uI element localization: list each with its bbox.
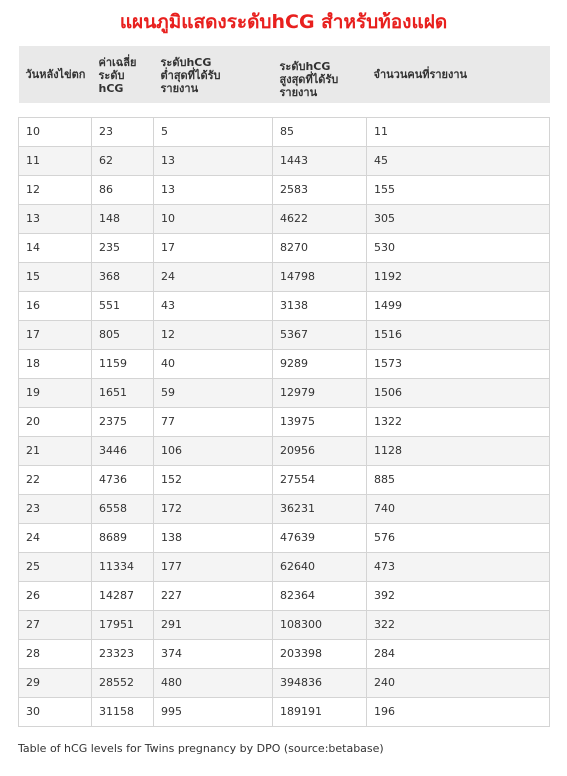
cell-lowest: 172 [154,494,273,523]
cell-dpo: 26 [19,581,92,610]
cell-dpo: 16 [19,291,92,320]
cell-reporters: 1322 [367,407,550,436]
cell-lowest: 13 [154,175,273,204]
cell-average: 14287 [92,581,154,610]
cell-average: 62 [92,146,154,175]
cell-highest: 85 [273,117,367,146]
table-row [19,697,550,726]
cell-reporters: 240 [367,668,550,697]
page-title: แผนภูมิแสดงระดับhCG สำหรับท้องแฝด [119,11,448,33]
cell-average: 1159 [92,349,154,378]
cell-highest: 203398 [273,639,367,668]
cell-lowest: 227 [154,581,273,610]
cell-highest: 394836 [273,668,367,697]
cell-lowest: 480 [154,668,273,697]
cell-highest: 27554 [273,465,367,494]
table-row [19,639,550,668]
cell-average: 86 [92,175,154,204]
cell-average: 805 [92,320,154,349]
cell-highest: 8270 [273,233,367,262]
cell-dpo: 23 [19,494,92,523]
cell-lowest: 17 [154,233,273,262]
cell-dpo: 13 [19,204,92,233]
table-row [19,436,550,465]
cell-reporters: 196 [367,697,550,726]
table-row [19,117,550,146]
cell-average: 235 [92,233,154,262]
cell-highest: 47639 [273,523,367,552]
column-header-reporters: จำนวนคนที่รายงาน [367,46,550,104]
table-row [19,320,550,349]
cell-lowest: 43 [154,291,273,320]
cell-reporters: 1192 [367,262,550,291]
cell-dpo: 22 [19,465,92,494]
cell-highest: 14798 [273,262,367,291]
cell-average: 148 [92,204,154,233]
cell-dpo: 30 [19,697,92,726]
cell-dpo: 24 [19,523,92,552]
cell-dpo: 18 [19,349,92,378]
cell-lowest: 59 [154,378,273,407]
cell-average: 551 [92,291,154,320]
table-row [19,378,550,407]
cell-reporters: 885 [367,465,550,494]
table-row [19,233,550,262]
cell-highest: 12979 [273,378,367,407]
cell-highest: 5367 [273,320,367,349]
column-header-lowest: ระดับhCG ต่ำสุดที่ได้รับ รายงาน [154,46,273,104]
table-row [19,175,550,204]
cell-dpo: 14 [19,233,92,262]
cell-lowest: 24 [154,262,273,291]
cell-lowest: 152 [154,465,273,494]
table-row [19,581,550,610]
cell-lowest: 77 [154,407,273,436]
table-header-row [19,46,550,104]
cell-reporters: 473 [367,552,550,581]
table-row [19,494,550,523]
table-row [19,668,550,697]
cell-dpo: 20 [19,407,92,436]
cell-lowest: 138 [154,523,273,552]
cell-reporters: 155 [367,175,550,204]
cell-reporters: 11 [367,117,550,146]
table-caption: Table of hCG levels for Twins pregnancy by DPO (source:betabase) [18,742,384,755]
cell-highest: 20956 [273,436,367,465]
cell-average: 31158 [92,697,154,726]
cell-lowest: 177 [154,552,273,581]
cell-average: 8689 [92,523,154,552]
cell-lowest: 10 [154,204,273,233]
cell-reporters: 1516 [367,320,550,349]
cell-average: 28552 [92,668,154,697]
cell-highest: 62640 [273,552,367,581]
cell-highest: 13975 [273,407,367,436]
cell-dpo: 28 [19,639,92,668]
cell-reporters: 1499 [367,291,550,320]
table-row [19,465,550,494]
cell-average: 23 [92,117,154,146]
cell-highest: 2583 [273,175,367,204]
cell-average: 368 [92,262,154,291]
cell-reporters: 284 [367,639,550,668]
cell-lowest: 40 [154,349,273,378]
cell-highest: 3138 [273,291,367,320]
cell-dpo: 17 [19,320,92,349]
cell-reporters: 45 [367,146,550,175]
cell-dpo: 21 [19,436,92,465]
cell-dpo: 10 [19,117,92,146]
table-row [19,552,550,581]
cell-lowest: 106 [154,436,273,465]
cell-highest: 82364 [273,581,367,610]
cell-average: 4736 [92,465,154,494]
cell-reporters: 392 [367,581,550,610]
cell-reporters: 1128 [367,436,550,465]
cell-highest: 1443 [273,146,367,175]
table-row [19,523,550,552]
cell-reporters: 530 [367,233,550,262]
cell-average: 11334 [92,552,154,581]
cell-dpo: 11 [19,146,92,175]
cell-lowest: 12 [154,320,273,349]
table-row [19,349,550,378]
table-spacer [19,104,550,117]
cell-average: 1651 [92,378,154,407]
cell-reporters: 305 [367,204,550,233]
cell-dpo: 29 [19,668,92,697]
hcg-table [18,46,550,727]
cell-lowest: 13 [154,146,273,175]
cell-lowest: 995 [154,697,273,726]
table-spacer-cell [19,104,550,117]
cell-dpo: 27 [19,610,92,639]
table-row [19,610,550,639]
table-row [19,146,550,175]
column-header-dpo: วันหลังไข่ตก [19,46,92,104]
cell-lowest: 374 [154,639,273,668]
table-row [19,407,550,436]
cell-average: 23323 [92,639,154,668]
table-row [19,262,550,291]
cell-average: 2375 [92,407,154,436]
column-header-average: ค่าเฉลี่ย ระดับ hCG [92,46,154,104]
cell-average: 17951 [92,610,154,639]
cell-highest: 4622 [273,204,367,233]
cell-highest: 108300 [273,610,367,639]
cell-highest: 9289 [273,349,367,378]
cell-dpo: 15 [19,262,92,291]
cell-reporters: 1573 [367,349,550,378]
cell-highest: 36231 [273,494,367,523]
cell-average: 6558 [92,494,154,523]
cell-average: 3446 [92,436,154,465]
cell-lowest: 5 [154,117,273,146]
table-row [19,204,550,233]
cell-dpo: 25 [19,552,92,581]
cell-highest: 189191 [273,697,367,726]
cell-reporters: 740 [367,494,550,523]
table-row [19,291,550,320]
cell-reporters: 576 [367,523,550,552]
cell-reporters: 322 [367,610,550,639]
cell-dpo: 12 [19,175,92,204]
cell-lowest: 291 [154,610,273,639]
cell-dpo: 19 [19,378,92,407]
column-header-highest: ระดับhCG สูงสุดที่ได้รับ รายงาน [273,46,367,104]
cell-reporters: 1506 [367,378,550,407]
